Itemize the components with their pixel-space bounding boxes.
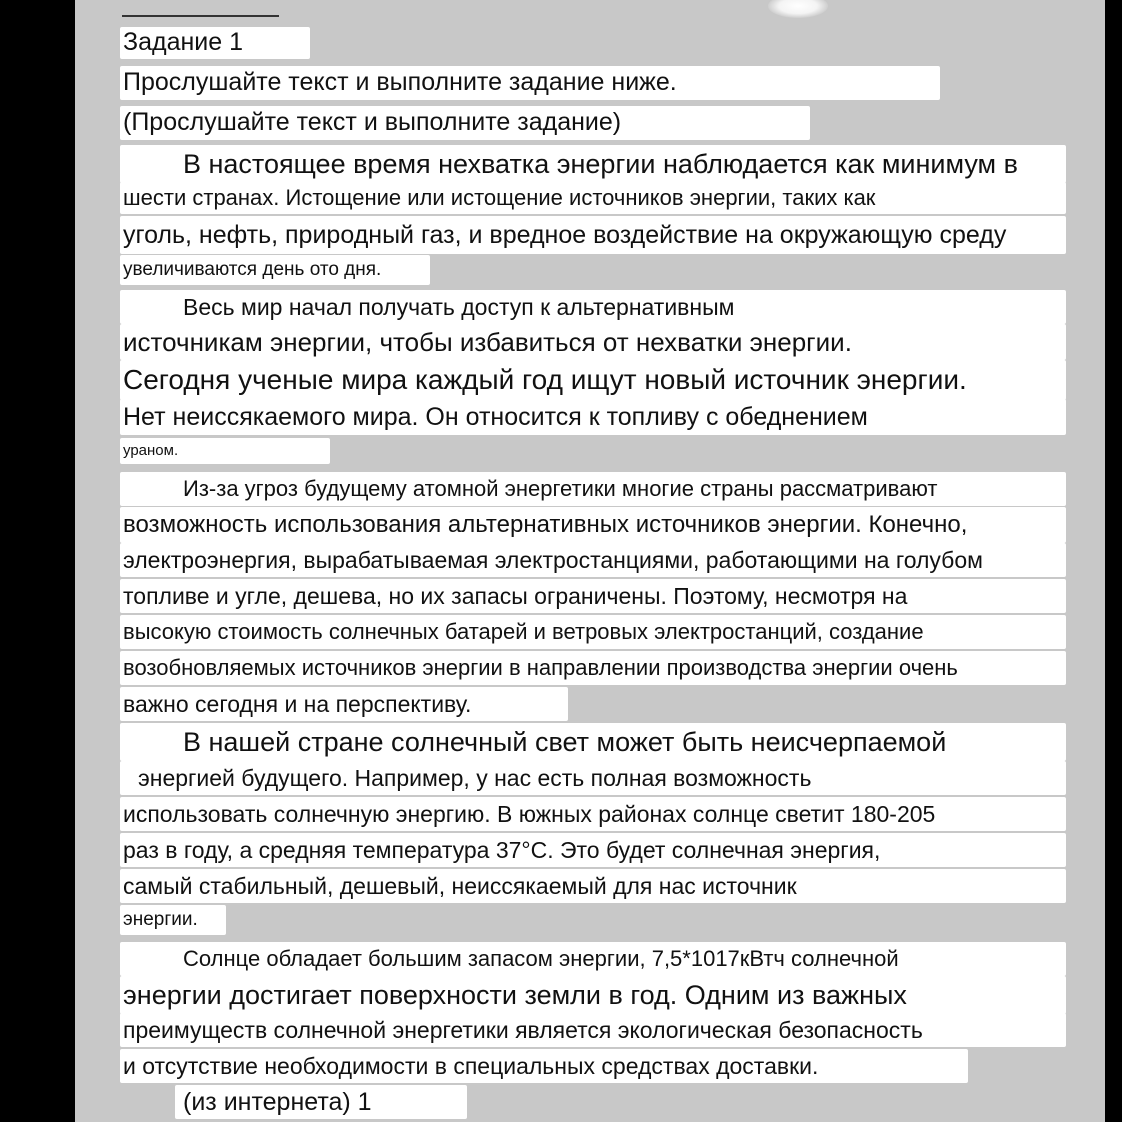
paragraph-3-line-1: Из-за угроз будущему атомной энергетики многие страны рассматривают [120,472,1066,506]
paragraph-3-line-6: возобновляемых источников энергии в направлении производства энергии очень [120,651,1066,685]
paragraph-1-line-2: шести странах. Истощение или истощение источников энергии, таких как [120,182,1066,214]
paragraph-2-line-4: Нет неиссякаемого мира. Он относится к топливу с обеднением [120,399,1066,435]
paragraph-2-line-2: источникам энергии, чтобы избавиться от нехватки энергии. [120,324,1066,360]
paragraph-4-line-2: энергией будущего. Например, у нас есть полная возможность [120,761,1066,795]
source-note: (из интернета) 1 [175,1085,467,1119]
paragraph-3-line-5: высокую стоимость солнечных батарей и ветровых электростанций, создание [120,615,1066,649]
task-title: Задание 1 [120,27,310,59]
instruction-paren-line: (Прослушайте текст и выполните задание) [120,106,810,140]
paragraph-4-line-4: раз в году, а средняя температура 37°С. Это будет солнечная энергия, [120,833,1066,867]
paragraph-1-line-1: В настоящее время нехватка энергии наблюдается как минимум в [120,145,1066,183]
paragraph-3-line-2: возможность использования альтернативных источников энергии. Конечно, [120,507,1066,543]
paragraph-5-line-1: Солнце обладает большим запасом энергии, 7,5*1017кВтч солнечной [120,942,1066,976]
paragraph-5-line-3: преимуществ солнечной энергетики является экологическая безопасность [120,1013,1066,1047]
paragraph-5-line-2: энергии достигает поверхности земли в год. Одним из важных [120,976,1066,1014]
paragraph-4-line-6: энергии. [120,905,226,935]
paragraph-3-line-7: важно сегодня и на перспективу. [120,687,568,721]
paragraph-2-line-1: Весь мир начал получать доступ к альтернативным [120,290,1066,324]
paragraph-3-line-3: электроэнергия, вырабатываемая электростанциями, работающими на голубом [120,543,1066,577]
paragraph-4-line-3: использовать солнечную энергию. В южных районах солнце светит 180-205 [120,797,1066,831]
instruction-line: Прослушайте текст и выполните задание ниже. [120,66,940,100]
paragraph-1-line-3: уголь, нефть, природный газ, и вредное воздействие на окружающую среду [120,216,1066,254]
paragraph-1-line-4: увеличиваются день ото дня. [120,255,430,285]
paragraph-3-line-4: топливе и угле, дешева, но их запасы ограничены. Поэтому, несмотря на [120,579,1066,613]
paragraph-4-line-1: В нашей стране солнечный свет может быть неисчерпаемой [120,723,1066,761]
top-rule [122,15,279,17]
paragraph-2-line-3: Сегодня ученые мира каждый год ищут новый источник энергии. [120,360,1066,400]
paragraph-2-line-5: ураном. [120,438,330,464]
paragraph-5-line-4: и отсутствие необходимости в специальных средствах доставки. [120,1049,968,1083]
paragraph-4-line-5: самый стабильный, дешевый, неиссякаемый для нас источник [120,869,1066,903]
